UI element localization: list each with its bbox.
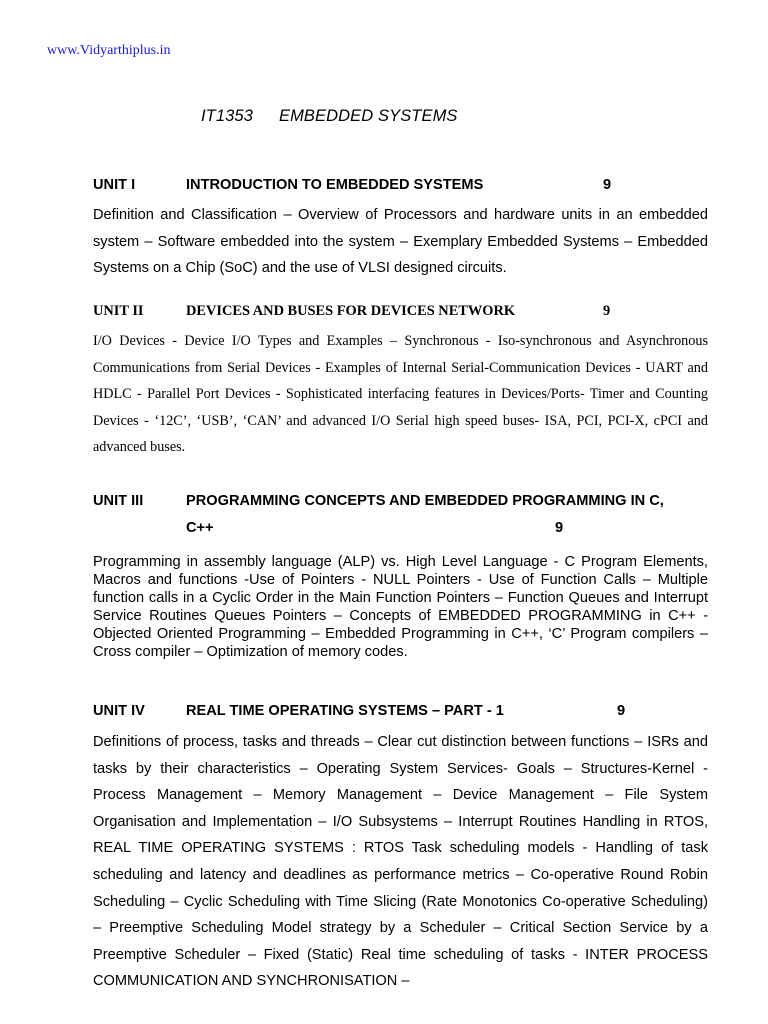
unit-number: UNIT II: [93, 303, 144, 319]
unit-title: DEVICES AND BUSES FOR DEVICES NETWORK: [186, 303, 516, 319]
course-name: EMBEDDED SYSTEMS: [278, 107, 458, 125]
unit-2-content: I/O Devices - Device I/O Types and Examples – Synchronous - Iso-synchronous and Asynchronous Communications from Serial Devices - Examples of Internal Serial-Communication Devices - UART and HDLC - Parallel Port Devices - Sophisticated interfacing features in Devices/Ports- Timer and Counting Devices - ‘12C’, ‘USB’, ‘CAN’ and advanced I/O Serial high speed buses- ISA, PCI, PCI-X, cPCI and advanced buses.: [93, 333, 708, 456]
unit-hours: 9: [617, 703, 626, 719]
site-link[interactable]: www.Vidyarthiplus.in: [47, 43, 171, 58]
course-title: [201, 107, 458, 126]
unit-4-content: Definitions of process, tasks and threads – Clear cut distinction between functions – ISRs and tasks by their characteristics – Operating System Services- Goals – Structures-Kernel - Process Management – Memory Management – Device Management – File System Organisation and Implementation – I/O Subsystems – Interrupt Routines Handling in RTOS, REAL TIME OPERATING SYSTEMS : RTOS Task scheduling models - Handling of task scheduling and latency and deadlines as performance metrics – Co-operative Round Robin Scheduling – Cyclic Scheduling with Time Slicing (Rate Monotonics Co-operative Scheduling) – Preemptive Scheduling Model strategy by a Scheduler – Critical Section Service by a Preemptive Scheduler – Fixed (Static) Real time scheduling of tasks - INTER PROCESS COMMUNICATION AND SYNCHRONISATION –: [93, 734, 708, 990]
unit-3-content: Programming in assembly language (ALP) vs. High Level Language - C Program Elements, Macros and functions -Use of Pointers - NULL Pointers - Use of Function Calls – Multiple function calls in a Cyclic Order in the Main Function Pointers – Function Queues and Interrupt Service Routines Queues Pointers – Concepts of EMBEDDED PROGRAMMING in C++ - Objected Oriented Programming – Embedded Programming in C++, ‘C’ Program compilers – Cross compiler – Optimization of memory codes.: [93, 554, 708, 660]
unit-hours: 9: [555, 520, 564, 536]
unit-hours: 9: [603, 303, 611, 319]
unit-number: UNIT I: [93, 177, 136, 193]
unit-number: UNIT III: [93, 493, 144, 509]
unit-title: REAL TIME OPERATING SYSTEMS – PART - 1: [186, 703, 504, 719]
unit-title-line-1: PROGRAMMING CONCEPTS AND EMBEDDED PROGRAMMING IN C,: [186, 493, 664, 509]
unit-hours: 9: [603, 177, 612, 193]
unit-1-content: Definition and Classification – Overview of Processors and hardware units in an embedded system – Software embedded into the system – Exemplary Embedded Systems – Embedded Systems on a Chip (SoC) and the use of VLSI designed circuits.: [93, 207, 708, 277]
unit-title: INTRODUCTION TO EMBEDDED SYSTEMS: [186, 177, 484, 193]
unit-number: UNIT IV: [93, 703, 145, 719]
unit-title-line-2: C++: [186, 520, 214, 536]
course-code: IT1353: [201, 107, 253, 125]
